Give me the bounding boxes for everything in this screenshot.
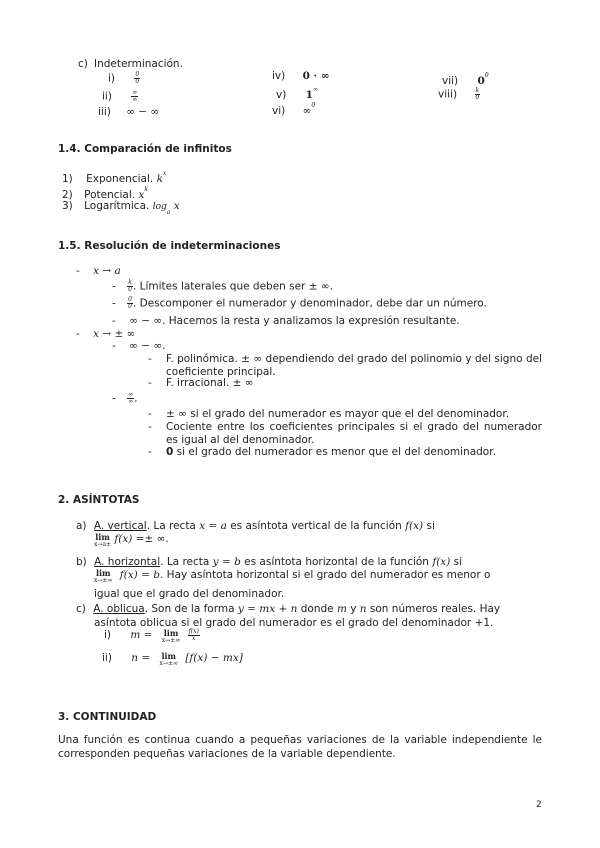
case-x-to-a: - x → a xyxy=(76,265,121,277)
asymptote-horizontal-cont: igual que el grado del denominador. xyxy=(94,588,285,600)
list-item: 1) Exponencial. $k^x$ xyxy=(62,170,167,185)
asymptote-vertical: a) A. vertical. La recta x = a es asíntota vertical de la función f(x) si xyxy=(76,520,435,532)
indet-item-viii: viii) $\frac{k}{0}$ xyxy=(438,87,480,101)
continuity-text: Una función es continua cuando a pequeñas variaciones de la variable independiente le corresponden pequeñas variaciones de la variable dependiente. xyxy=(58,734,542,760)
list-item: - $\frac{\infty}{\infty}$ . xyxy=(112,391,138,405)
sub-dash: - xyxy=(148,353,152,365)
lim-horizontal: lim x→±∞ f(x) = b. Hay asíntota horizontal si el grado del numerador es menor o xyxy=(94,568,491,584)
sub-dash: - xyxy=(148,377,152,389)
sub-dash: - xyxy=(148,446,152,458)
section-3-title: 3. CONTINUIDAD xyxy=(58,711,157,723)
oblique-n: ii) n = lim x→±∞ [f(x) − mx] xyxy=(102,651,243,667)
indet-item-v: v) 1∞ xyxy=(276,86,318,101)
case-x-to-inf: - x → ± ∞ xyxy=(76,328,136,340)
asymptote-oblique-cont: asíntota oblicua si el grado del numerador es el grado del denominador +1. xyxy=(94,617,494,629)
oblique-m: i) m = lim x→±∞ $\frac{f(x)}{x}$ xyxy=(104,628,199,644)
list-item: - $\frac{0}{0}$ . Descomponer el numerador y denominador, debe dar un número. xyxy=(112,296,487,310)
sub-dash: - xyxy=(148,408,152,420)
indet-item-iii: iii) ∞ − ∞ xyxy=(98,106,160,118)
indet-label: c) xyxy=(78,58,88,70)
indet-item-vi: vi) ∞$^0$ xyxy=(272,102,316,117)
list-item: - ∞ − ∞. xyxy=(112,340,166,352)
indet-title: Indeterminación. xyxy=(94,58,183,70)
ii-2-text: Cociente entre los coeficientes principales si el grado del numerador es igual al del denominador. xyxy=(166,421,542,446)
indet-item-vii: vii) $0^0$ xyxy=(442,72,489,87)
page-number: 2 xyxy=(536,800,542,810)
irr-text: F. irracional. ± ∞ xyxy=(166,377,254,389)
lim-vertical: lim x→a± f(x) =± ∞. xyxy=(94,532,169,548)
list-item: - ∞ − ∞. Hacemos la resta y analizamos la expresión resultante. xyxy=(112,315,460,327)
asymptote-oblique: c) A. oblicua. Son de la forma y = mx + n donde m y n son números reales. Hay xyxy=(76,603,501,615)
ii-1-text: ± ∞ si el grado del numerador es mayor que el del denominador. xyxy=(166,408,510,420)
section-2-title: 2. ASÍNTOTAS xyxy=(58,494,140,506)
section-1-5-title: 1.5. Resolución de indeterminaciones xyxy=(58,240,281,252)
indet-item-i: i) $\frac{0}{0}$ xyxy=(108,71,140,85)
section-1-4-title: 1.4. Comparación de infinitos xyxy=(58,143,232,155)
list-item: 2) Potencial. $x^k$ xyxy=(62,186,149,201)
list-item: 3) Logarítmica. $\log_a x$ xyxy=(62,200,180,216)
list-item: - $\frac{k}{0}$ . Límites laterales que deben ser ± ∞. xyxy=(112,279,333,293)
indet-item-ii: ii) $\frac{\infty}{\infty}$ xyxy=(102,89,138,103)
asymptote-horizontal: b) A. horizontal. La recta y = b es asíntota horizontal de la función f(x) si xyxy=(76,556,463,568)
sub-dash: - xyxy=(148,421,152,433)
ii-3-text: 0 si el grado del numerador es menor que el del denominador. xyxy=(166,446,496,458)
poly-text: F. polinómica. ± ∞ dependiendo del grado del polinomio y del signo del coeficiente principal. xyxy=(166,353,542,378)
indet-item-iv: iv) 0 · ∞ xyxy=(272,70,330,82)
